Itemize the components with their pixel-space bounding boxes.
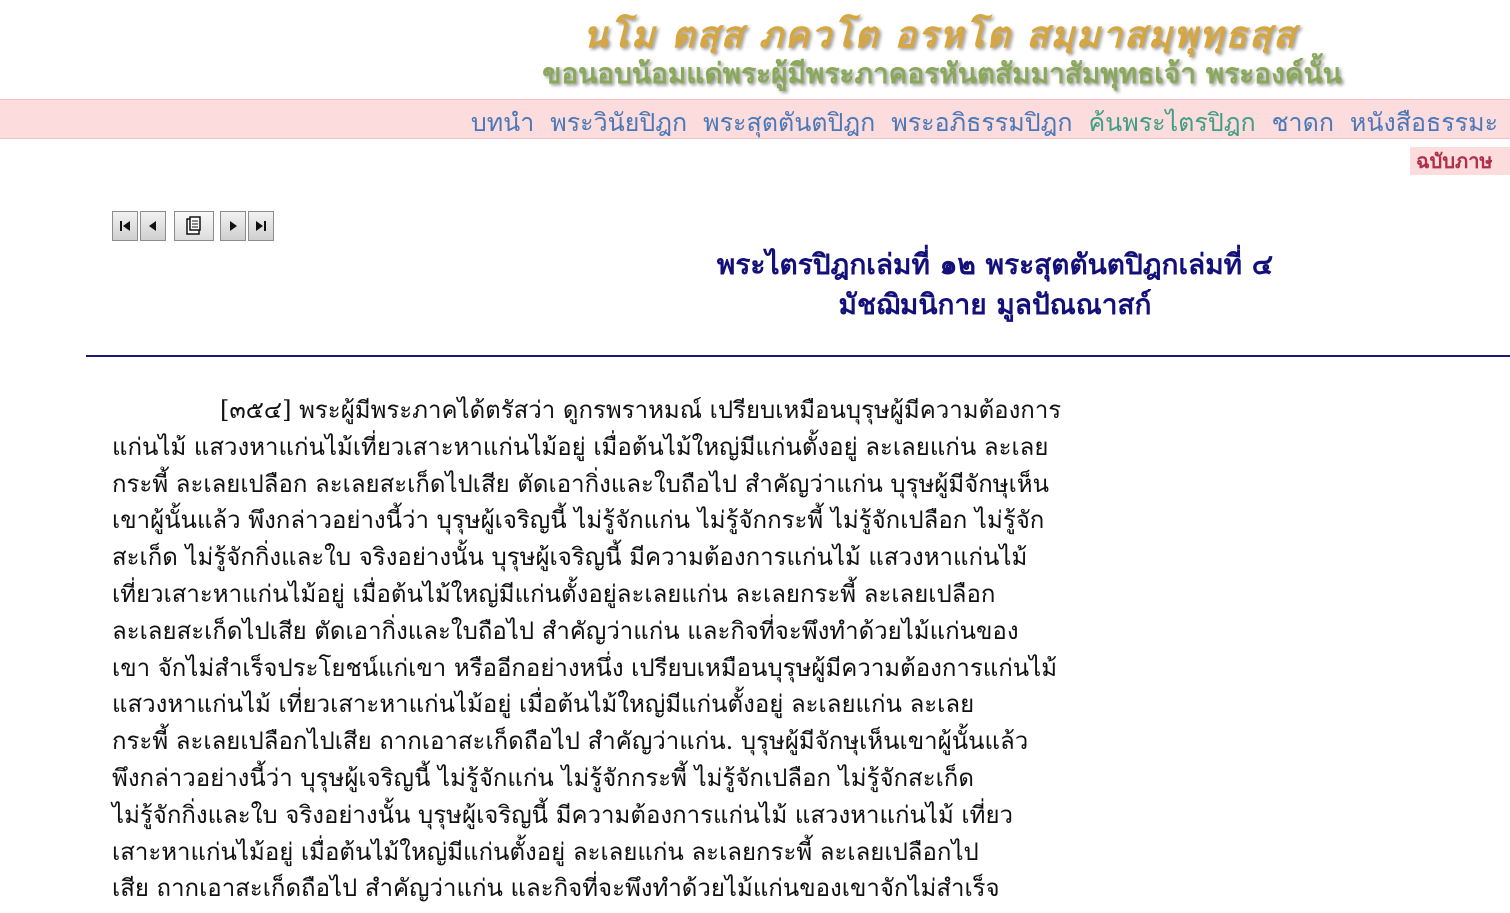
- text-line: เสาะหาแก่นไม้อยู่ เมื่อต้นไม้ใหญ่มีแก่นตั้งอยู่ ละเลยแก่น ละเลยกระพี้ ละเลยเปลือกไป: [112, 837, 979, 866]
- divider: [86, 355, 1510, 357]
- nav-link-search[interactable]: ค้นพระไตรปิฎก: [1088, 108, 1256, 137]
- text-line: กระพี้ ละเลยเปลือกไปเสีย ถากเอาสะเก็ดถือไป สำคัญว่าแก่น. บุรุษผู้มีจักษุเห็นเขาผู้นั้นแล้ว: [112, 727, 1029, 756]
- first-page-button[interactable]: [112, 211, 138, 241]
- next-page-button[interactable]: [220, 211, 246, 241]
- header-banner: [0, 0, 1510, 98]
- text-line: เที่ยวเสาะหาแก่นไม้อยู่ เมื่อต้นไม้ใหญ่มีแก่นตั้งอยู่ละเลยแก่น ละเลยกระพี้ ละเลยเปลือก: [112, 579, 996, 608]
- thai-salutation: ขอนอบน้อมแด่พระผู้มีพระภาคอรหันตสัมมาสัมพุทธเจ้า พระองค์นั้น: [542, 57, 1342, 90]
- text-line: เขาผู้นั้นแล้ว พึงกล่าวอย่างนี้ว่า บุรุษผู้เจริญนี้ ไม่รู้จักแก่น ไม่รู้จักกระพี้ ไม่รู้จักเปลือก ไม่รู้จัก: [112, 506, 1045, 535]
- next-page-icon: [225, 218, 241, 234]
- first-page-icon: [117, 218, 133, 234]
- previous-page-button[interactable]: [140, 211, 166, 241]
- page-nav-toolbar: [112, 210, 290, 242]
- page-index-icon: [183, 215, 205, 237]
- text-line: แก่นไม้ แสวงหาแก่นไม้เที่ยวเสาะหาแก่นไม้อยู่ เมื่อต้นไม้ใหญ่มีแก่นตั้งอยู่ ละเลยแก่น ละเลย: [112, 432, 1049, 461]
- scripture-text: [112, 392, 1212, 907]
- last-page-icon: [253, 218, 269, 234]
- nav-link-intro[interactable]: บทนำ: [470, 108, 535, 137]
- previous-page-icon: [145, 218, 161, 234]
- text-line: เสีย ถากเอาสะเก็ดถือไป สำคัญว่าแก่น และกิจที่จะพึงทำด้วยไม้แก่นของเขาจักไม่สำเร็จ: [112, 874, 1000, 903]
- text-line: แสวงหาแก่นไม้ เที่ยวเสาะหาแก่นไม้อยู่ เมื่อต้นไม้ใหญ่มีแก่นตั้งอยู่ ละเลยแก่น ละเลย: [112, 690, 975, 719]
- page-index-button[interactable]: [174, 211, 214, 241]
- nav-link-sutta[interactable]: พระสุตตันตปิฎก: [703, 108, 876, 137]
- section-title: มัชฌิมนิกาย มูลปัณณาสก์: [838, 288, 1152, 321]
- text-line: ไม่รู้จักกิ่งและใบ จริงอย่างนั้น บุรุษผู้เจริญนี้ มีความต้องการแก่นไม้ แสวงหาแก่นไม้ เที่ยว: [112, 800, 1013, 829]
- pali-salutation: นโม ตสฺส ภควโต อรหโต สมฺมาสมฺพุทฺธสฺส: [582, 14, 1297, 56]
- text-line: กระพี้ ละเลยเปลือก ละเลยสะเก็ดไปเสีย ตัดเอากิ่งและใบถือไป สำคัญว่าแก่น บุรุษผู้มีจักษุเห็น: [112, 469, 1050, 498]
- nav-link-dhamma-books[interactable]: หนังสือธรรมะ: [1349, 108, 1498, 137]
- last-page-button[interactable]: [248, 211, 274, 241]
- nav-link-vinaya[interactable]: พระวินัยปิฎก: [550, 108, 688, 137]
- text-line: [๓๕๔] พระผู้มีพระภาคได้ตรัสว่า ดูกรพราหมณ์ เปรียบเหมือนบุรุษผู้มีความต้องการ: [220, 396, 1062, 424]
- nav-links: [463, 103, 1498, 139]
- volume-heading: [660, 245, 1330, 325]
- nav-link-jataka[interactable]: ชาดก: [1271, 108, 1334, 137]
- version-tab[interactable]: ฉบับภาษ: [1410, 147, 1510, 175]
- volume-title: พระไตรปิฎกเล่มที่ ๑๒ พระสุตตันตปิฎกเล่มที่ ๔: [716, 248, 1274, 281]
- text-line: พึงกล่าวอย่างนี้ว่า บุรุษผู้เจริญนี้ ไม่รู้จักแก่น ไม่รู้จักกระพี้ ไม่รู้จักเปลือก ไม่รู้จักสะเก็ด: [112, 763, 974, 792]
- text-line: เขา จักไม่สำเร็จประโยชน์แก่เขา หรืออีกอย่างหนึ่ง เปรียบเหมือนบุรุษผู้มีความต้องการแก่นไม้: [112, 653, 1058, 682]
- text-line: สะเก็ด ไม่รู้จักกิ่งและใบ จริงอย่างนั้น บุรุษผู้เจริญนี้ มีความต้องการแก่นไม้ แสวงหาแก่นไม้: [112, 543, 1028, 572]
- text-line: ละเลยสะเก็ดไปเสีย ตัดเอากิ่งและใบถือไป สำคัญว่าแก่น และกิจที่จะพึงทำด้วยไม้แก่นของ: [112, 616, 1019, 645]
- nav-link-abhidhamma[interactable]: พระอภิธรรมปิฎก: [891, 108, 1073, 137]
- top-nav-bar: [0, 99, 1510, 139]
